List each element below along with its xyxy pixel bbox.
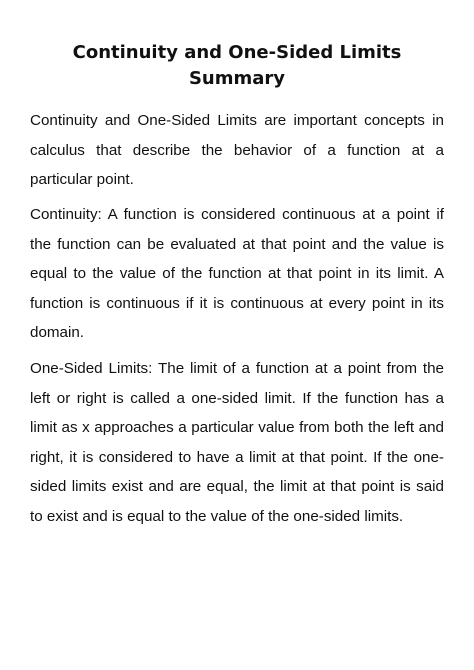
continuity-paragraph: Continuity: A function is considered continuous at a point if the function can be evaluated at that point and the value is equal to the value of the function at that point in its limit. A function is continuous if it is continuous at every point in its domain. — [30, 206, 444, 341]
document-subtitle: Summary — [188, 68, 286, 89]
one-sided-limits-paragraph: One-Sided Limits: The limit of a function at a point from the left or right is called a one-sided limit. If the function has a limit as x approaches a particular value from both the left and right, it is considered to have a limit at that point. If the one-sided limits exist and are equal, the limit at that point is said to exist and is equal to the value of the one-sided limits. — [30, 360, 444, 525]
intro-paragraph: Continuity and One-Sided Limits are important concepts in calculus that describe the behavior of a function at a particular point. — [30, 112, 444, 188]
document-title: Continuity and One-Sided Limits — [72, 42, 402, 63]
